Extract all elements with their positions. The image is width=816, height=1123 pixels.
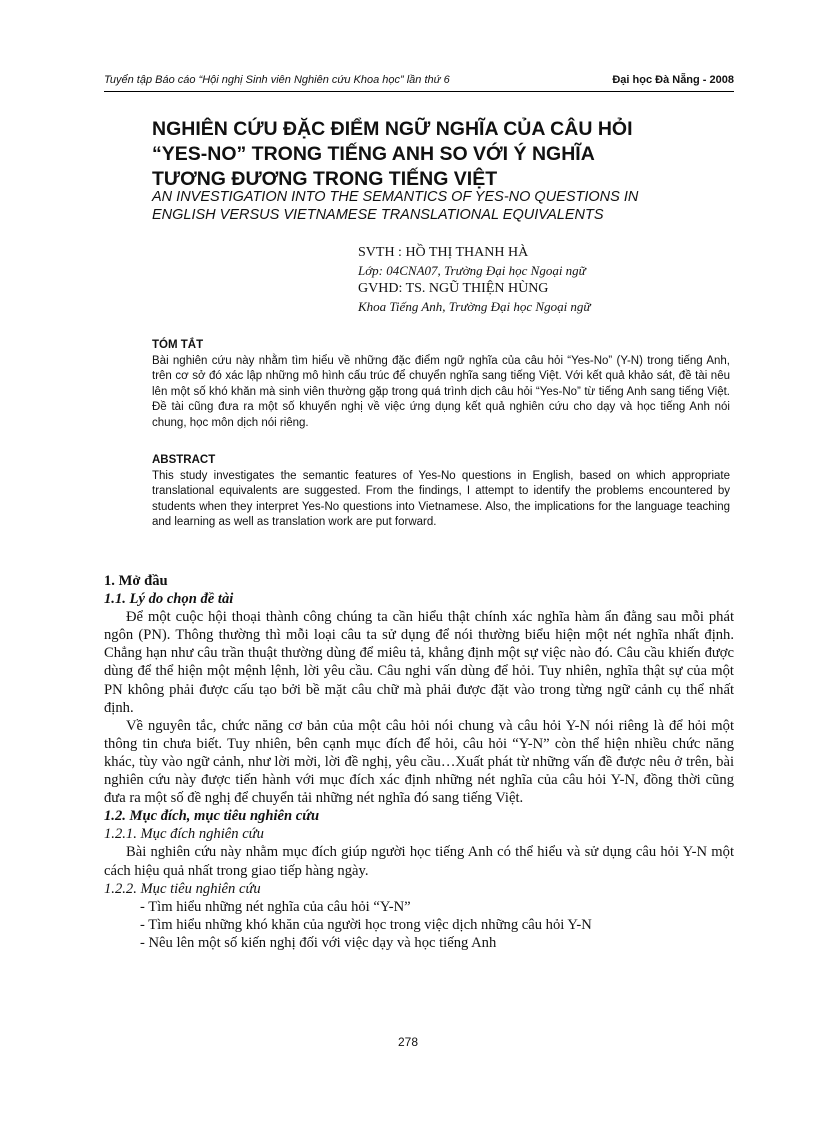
section-heading-intro: 1. Mở đầu <box>104 573 168 589</box>
title-line: TƯƠNG ĐƯƠNG TRONG TIẾNG VIỆT <box>152 168 498 190</box>
paragraph: Về nguyên tắc, chức năng cơ bản của một câu hỏi nói chung và câu hỏi Y-N nói riêng là để hỏi một thông tin chưa biết. Tuy nhiên, bên cạnh mục đích để hỏi, câu hỏi “Y-N” còn thể hiện nhiều chức năng khác, tùy vào ngữ cảnh, như lời mời, lời đề nghị, yêu cầu…Xuất phát từ những vấn đề được nêu ở trên, bài nghiên cứu này được tiến hành với mục đích xác định những nét nghĩa của câu hỏi Y-N, đồng thời cũng đưa ra một số đề nghị để chuyển tải những nét nghĩa đó sang tiếng Việt. <box>104 717 734 807</box>
header-university-year: Đại học Đà Nẵng - 2008 <box>612 74 734 86</box>
advisor-affiliation: Khoa Tiếng Anh, Trường Đại học Ngoại ngữ <box>358 299 591 314</box>
english-abstract <box>152 453 730 531</box>
student-affiliation: Lớp: 04CNA07, Trường Đại học Ngoại ngữ <box>358 263 586 278</box>
header-divider <box>104 91 734 92</box>
list-item: - Tìm hiểu những khó khăn của người học trong việc dịch những câu hỏi Y-N <box>140 916 592 933</box>
page-number: 278 <box>397 1035 419 1049</box>
subsection-heading-purpose: 1.2. Mục đích, mục tiêu nghiên cứu <box>104 808 320 825</box>
subsection-heading-reason: 1.1. Lý do chọn đề tài <box>104 591 234 608</box>
abstract-text: This study investigates the semantic features of Yes-No questions in English, based on which appropriate translational equivalents are suggested. From the findings, I attempt to identify the problems encountered by students when they interpret Yes-No questions into Vietnamese. Also, the implications for the language teaching and learning as well as translation work are put forward. <box>152 469 730 528</box>
main-body <box>104 572 734 952</box>
title-line: “YES-NO” TRONG TIẾNG ANH SO VỚI Ý NGHĨA <box>152 143 595 165</box>
list-item: - Nêu lên một số kiến nghị đối với việc dạy và học tiếng Anh <box>140 934 497 951</box>
author-block <box>358 244 591 316</box>
vietnamese-summary <box>152 338 730 431</box>
paper-title <box>152 117 742 192</box>
english-title-line: ENGLISH VERSUS VIETNAMESE TRANSLATIONAL EQUIVALENTS <box>152 207 604 223</box>
subsubsection-heading-purpose: 1.2.1. Mục đích nghiên cứu <box>104 826 264 843</box>
tomtat-heading: TÓM TẮT <box>152 339 204 351</box>
list-item: - Tìm hiểu những nét nghĩa của câu hỏi “Y-N” <box>140 898 411 915</box>
english-title-line: AN INVESTIGATION INTO THE SEMANTICS OF YES-NO QUESTIONS IN <box>152 189 639 205</box>
paragraph: Để một cuộc hội thoại thành công chúng ta cần hiểu thật chính xác nghĩa hàm ẩn đằng sau mỗi phát ngôn (PN). Thông thường thì mỗi loại câu ta sử dụng để nói thường biểu hiện một nét nghĩa nhất định. Chẳng hạn như câu trần thuật thường dùng để miêu tả, khẳng định một sự việc nào đó. Câu cầu khiến được dùng để thể hiện một mệnh lệnh, lời yêu cầu. Câu nghi vấn dùng để hỏi. Tuy nhiên, nghĩa thật sự của một PN không phải được cấu tạo bởi bề mặt câu chữ mà phải được đặt vào trong từng ngữ cảnh cụ thể nhất định. <box>104 609 734 716</box>
header-proceedings-title: Tuyển tập Báo cáo “Hội nghị Sinh viên Nghiên cứu Khoa học” lần thứ 6 <box>104 74 450 86</box>
tomtat-text: Bài nghiên cứu này nhằm tìm hiểu về những đặc điểm ngữ nghĩa của câu hỏi “Yes-No” (Y-N) trong tiếng Anh, trên cơ sở đó xác lập những mô hình cấu trúc để chuyển nghĩa sang tiếng Việt. Với kết quả khảo sát, đề tài nêu lên một số khó khăn mà sinh viên thường gặp trong quá trình dịch câu hỏi “Yes-No” từ tiếng Anh sang tiếng Việt. Đề tài cũng đưa ra một số khuyến nghị về việc ứng dụng kết quả nghiên cứu cho dạy và học tiếng Anh nói chung, học môn dịch nói riêng. <box>152 354 730 429</box>
title-line: NGHIÊN CỨU ĐẶC ĐIỂM NGỮ NGHĨA CỦA CÂU HỎI <box>152 118 633 140</box>
subsubsection-heading-objectives: 1.2.2. Mục tiêu nghiên cứu <box>104 880 261 897</box>
paragraph: Bài nghiên cứu này nhằm mục đích giúp người học tiếng Anh có thể hiểu và sử dụng câu hỏi Y-N một cách hiệu quả nhất trong giao tiếp hàng ngày. <box>104 844 734 879</box>
advisor-name: GVHD: TS. NGŨ THIỆN HÙNG <box>358 281 549 296</box>
abstract-heading: ABSTRACT <box>152 454 216 466</box>
english-title <box>152 188 742 224</box>
student-name: SVTH : HỒ THỊ THANH HÀ <box>358 245 529 260</box>
